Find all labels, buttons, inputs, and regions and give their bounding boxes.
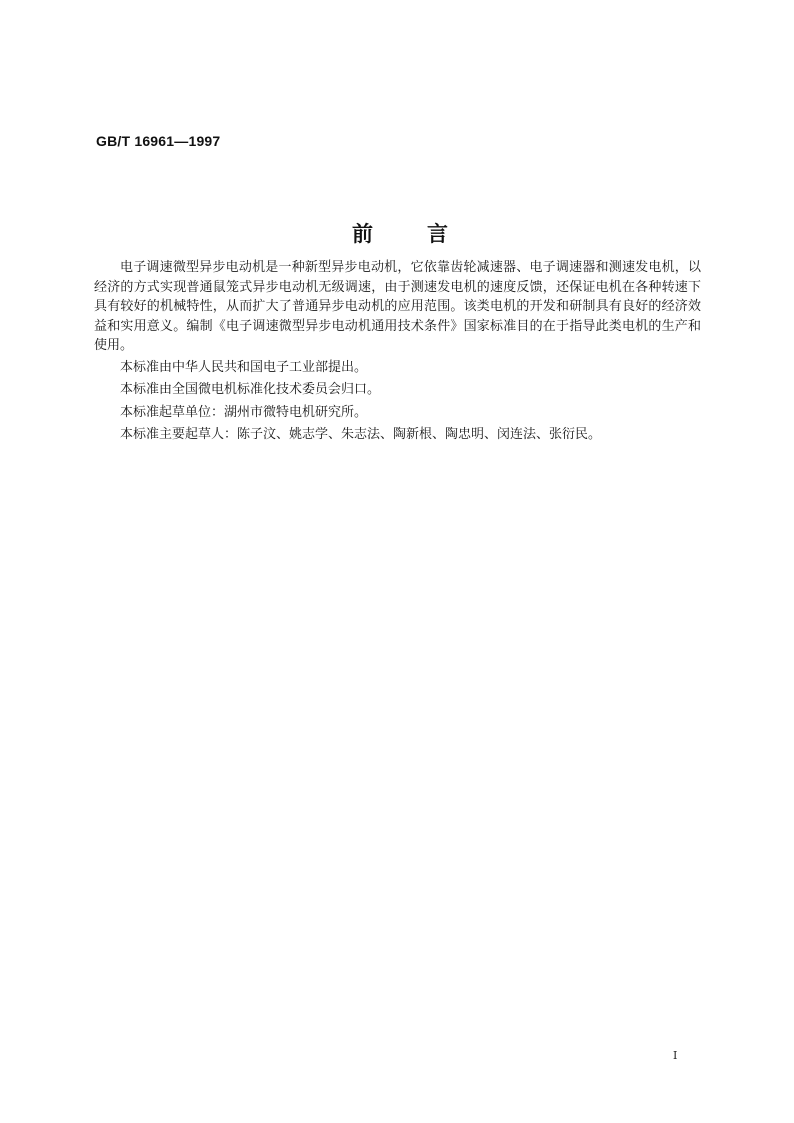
paragraph-intro: 电子调速微型异步电动机是一种新型异步电动机，它依靠齿轮减速器、电子调速器和测速发电机，以经济的方式实现普通鼠笼式异步电动机无级调速，由于测速发电机的速度反馈，还保证电机在各种转速下具有较好的机械特性，从而扩大了普通异步电动机的应用范围。该类电机的开发和研制具有良好的经济效益和实用意义。编制《电子调速微型异步电动机通用技术条件》国家标准目的在于指导此类电机的生产和使用。 <box>94 260 701 353</box>
standard-code: GB/T 16961—1997 <box>96 133 221 149</box>
paragraph-drafters: 本标准主要起草人：陈子汶、姚志学、朱志法、陶新根、陶忠明、闵连法、张衍民。 <box>120 427 602 442</box>
section-title: 前言 <box>352 222 502 246</box>
foreword-body <box>94 258 701 448</box>
page-number: I <box>673 1049 678 1062</box>
paragraph-drafting-unit: 本标准起草单位：湖州市微特电机研究所。 <box>120 404 368 420</box>
paragraph-administrator: 本标准由全国微电机标准化技术委员会归口。 <box>120 382 381 397</box>
paragraph-proposer: 本标准由中华人民共和国电子工业部提出。 <box>120 359 368 375</box>
